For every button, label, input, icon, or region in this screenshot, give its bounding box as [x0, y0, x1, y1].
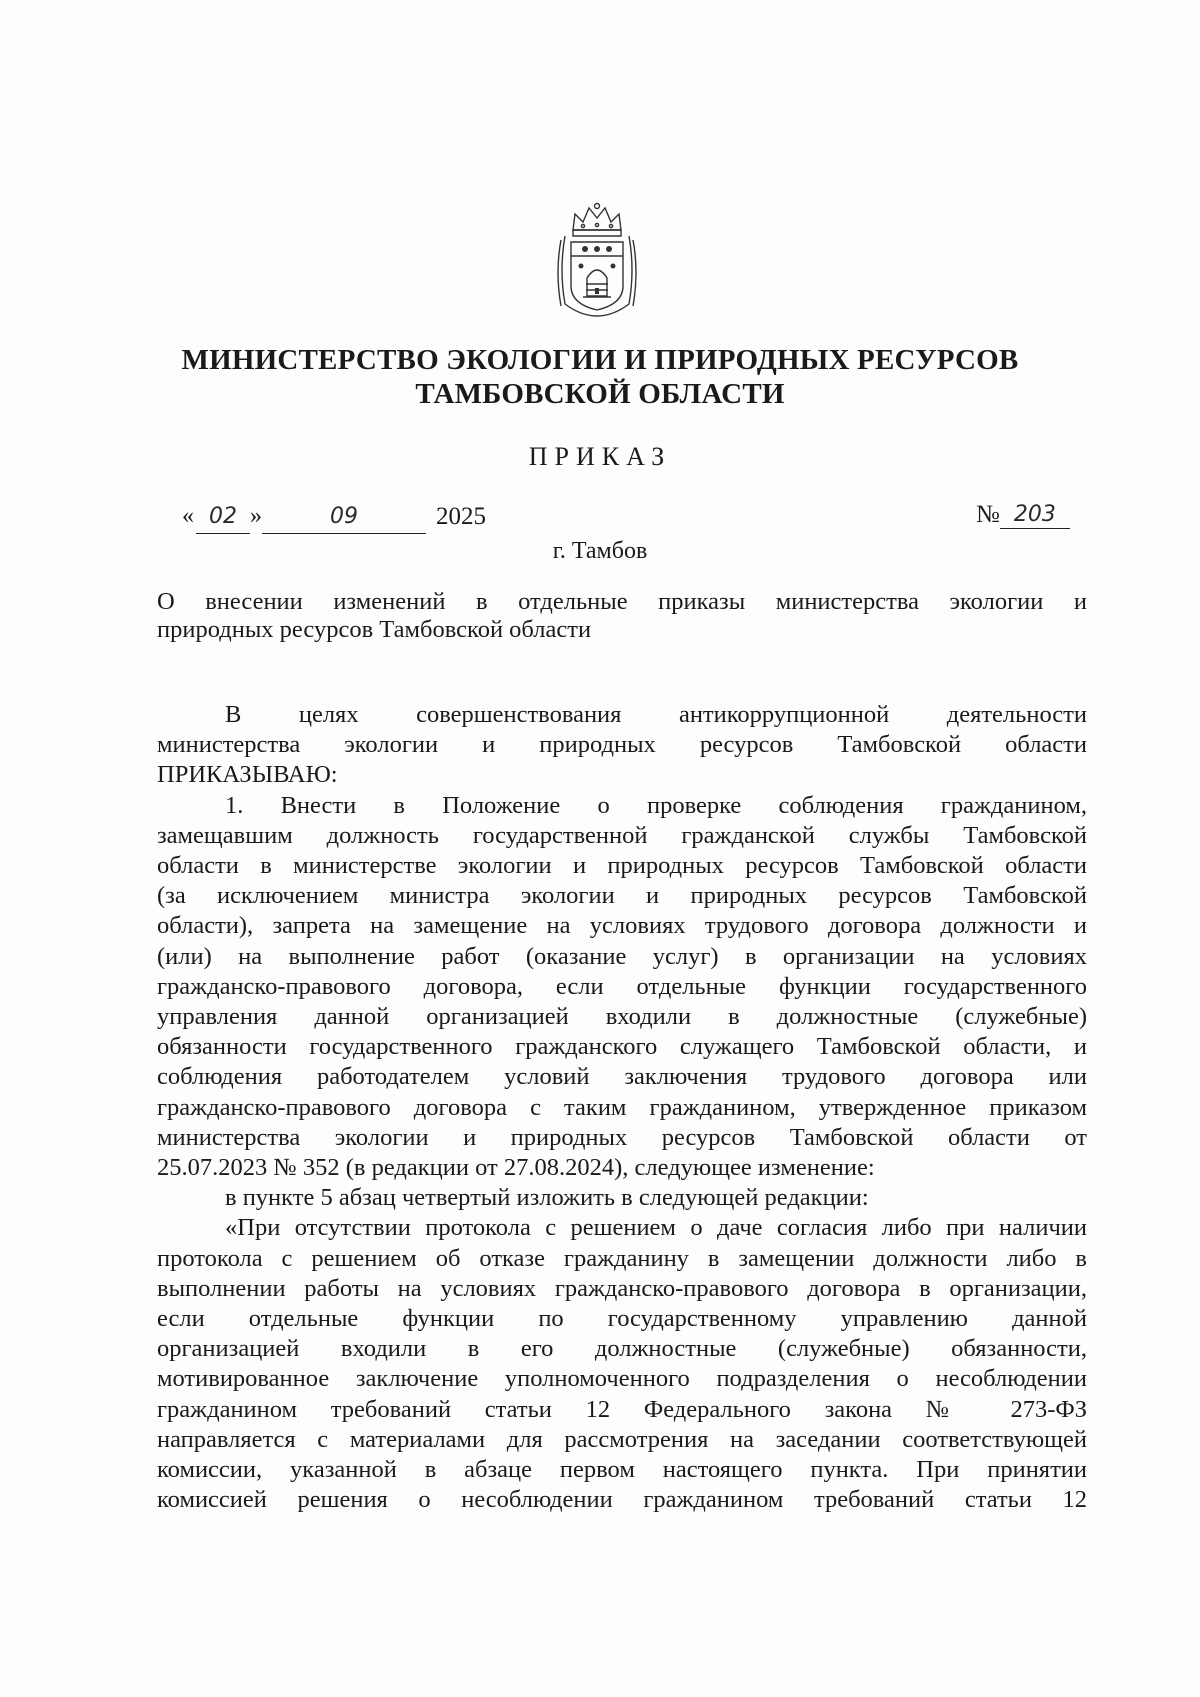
city: г. Тамбов: [552, 538, 648, 564]
paragraph-3-quote: [157, 1213, 1087, 1515]
subject-line: О внесении изменений в отдельные приказы министерства экологии и: [157, 588, 1087, 615]
date-day-field: [196, 503, 250, 534]
ministry-name-line1: МИНИСТЕРСТВО ЭКОЛОГИИ И ПРИРОДНЫХ РЕСУРСОВ: [181, 344, 1019, 376]
date-month-field: [262, 503, 426, 534]
order-number: [976, 500, 1070, 529]
paragraph-line: (или) на выполнение работ (оказание услуг) в организации на условиях: [157, 942, 1087, 970]
preamble-line: министерства экологии и природных ресурсов Тамбовской области: [157, 731, 1087, 759]
paragraph-2: в пункте 5 абзац четвертый изложить в следующей редакции:: [225, 1184, 869, 1212]
ministry-name-line2: ТАМБОВСКОЙ ОБЛАСТИ: [415, 378, 785, 410]
paragraph-line: выполнении работы на условиях гражданско-правового договора в организации,: [157, 1274, 1087, 1302]
number-field: [1000, 500, 1070, 529]
subject-line: природных ресурсов Тамбовской области: [157, 616, 592, 643]
paragraph-line: замещавшим должность государственной гражданской службы Тамбовской: [157, 821, 1087, 849]
paragraph-line: гражданско-правового договора с таким гражданином, утвержденное приказом: [157, 1093, 1087, 1121]
date-month: 09: [330, 504, 358, 529]
paragraph-line: (за исключением министра экологии и природных ресурсов Тамбовской: [157, 882, 1087, 910]
paragraph-line: комиссии, указанной в абзаце первом настоящего пункта. При принятии: [157, 1456, 1087, 1484]
paragraph-line: если отдельные функции по государственному управлению данной: [157, 1305, 1087, 1333]
paragraph-line: комиссией решения о несоблюдении гражданином требований статьи 12: [157, 1486, 1087, 1514]
paragraph-line: протокола с решением об отказе гражданину в замещении должности либо в: [157, 1244, 1087, 1272]
paragraph-line: управления данной организацией входили в должностные (служебные): [157, 1003, 1087, 1031]
paragraph-line: министерства экологии и природных ресурсов Тамбовской области от: [157, 1123, 1087, 1151]
number-prefix: №: [976, 501, 1000, 528]
paragraph-line: области), запрета на замещение на условиях трудового договора должности и: [157, 912, 1087, 940]
date-quote-close: »: [250, 503, 262, 529]
date-day: 02: [209, 504, 237, 529]
date-quote-open: «: [182, 503, 194, 529]
tambov-coat-of-arms-icon: [555, 200, 639, 318]
paragraph-line: области в министерстве экологии и природных ресурсов Тамбовской области: [157, 852, 1087, 880]
order-subject: [157, 588, 1087, 644]
paragraph-line: обязанности государственного гражданского служащего Тамбовской области, и: [157, 1033, 1087, 1061]
order-word: ПРИКАЗЫВАЮ:: [157, 761, 338, 789]
paragraph-line: 25.07.2023 № 352 (в редакции от 27.08.2024), следующее изменение:: [157, 1154, 875, 1182]
paragraph-line: направляется с материалами для рассмотрения на заседании соответствующей: [157, 1425, 1087, 1453]
preamble-line: В целях совершенствования антикоррупционной деятельности: [225, 701, 1087, 728]
document-type-title: ПРИКАЗ: [528, 442, 672, 471]
paragraph-line: гражданско-правового договора, если отдельные функции государственного: [157, 972, 1087, 1000]
paragraph-line: организацией входили в его должностные (служебные) обязанности,: [157, 1335, 1087, 1363]
paragraph-line: «При отсутствии протокола с решением о даче согласия либо при наличии: [225, 1214, 1087, 1242]
order-body: [157, 700, 1087, 1515]
paragraph-line: мотивированное заключение уполномоченного подразделения о несоблюдении: [157, 1365, 1087, 1393]
paragraph-line: соблюдения работодателем условий заключения трудового договора или: [157, 1063, 1087, 1091]
date-year: 2025: [436, 503, 486, 530]
number-value: 203: [1013, 502, 1056, 527]
paragraph-1: [157, 791, 1087, 1184]
paragraph-line: 1. Внести в Положение о проверке соблюдения гражданином,: [225, 791, 1087, 819]
paragraph-line: гражданином требований статьи 12 Федерального закона № 273-ФЗ: [157, 1395, 1087, 1423]
